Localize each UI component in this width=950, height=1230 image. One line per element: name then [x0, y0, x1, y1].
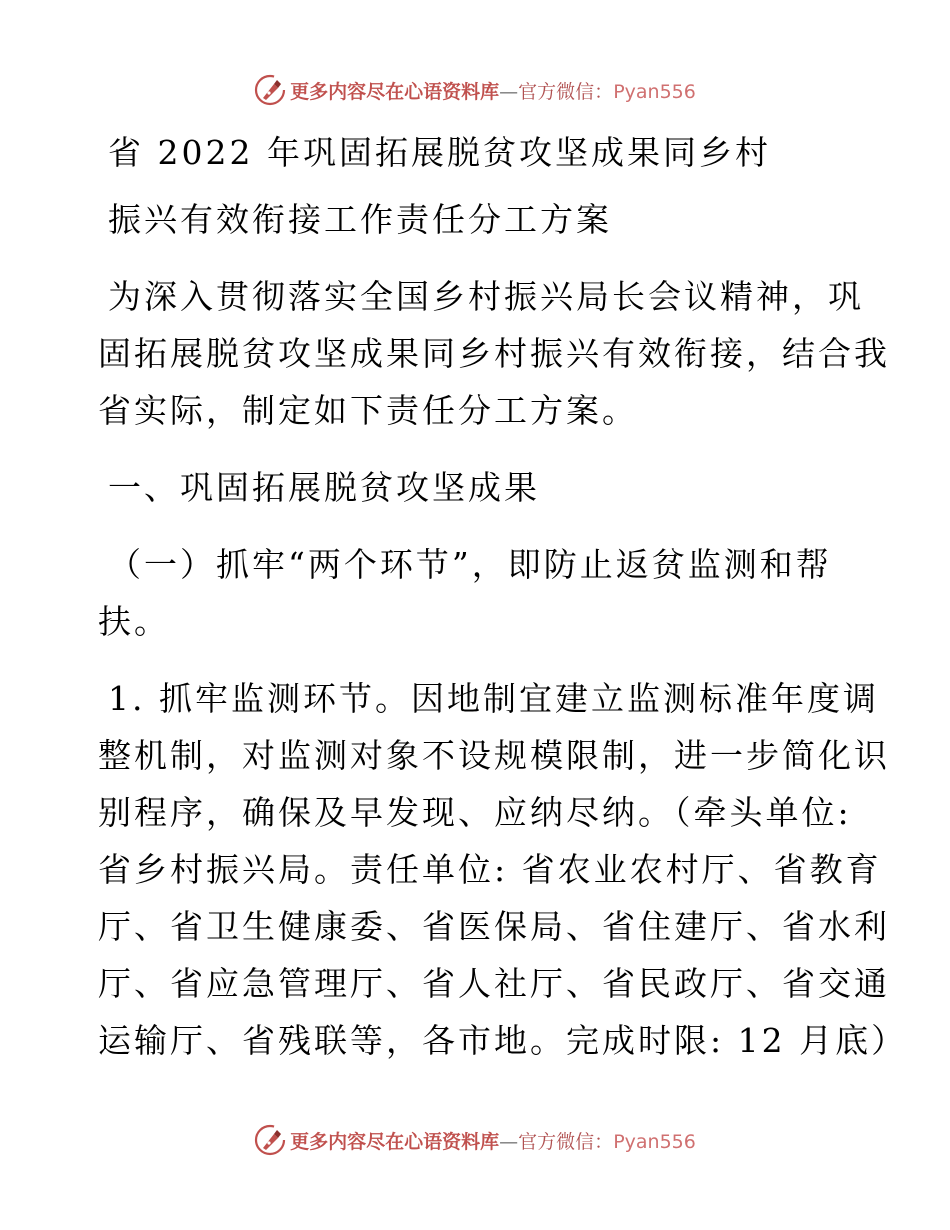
paragraph-line: 别程序，确保及早发现、应纳尽纳。（牵头单位: — [98, 793, 852, 832]
paragraph-line: 省乡村振兴局。责任单位: 省农业农村厅、省教育 — [98, 850, 882, 889]
watermark-banner-top — [0, 70, 950, 110]
paragraph-line: 扶。 — [98, 602, 170, 641]
watermark-wechat-id: Pyan556 — [613, 1130, 696, 1153]
watermark-wechat-id: Pyan556 — [613, 80, 696, 103]
section-1-heading: 一、巩固拓展脱贫攻坚成果 — [108, 468, 540, 507]
paragraph-line: 整机制，对监测对象不设规模限制，进一步简化识 — [98, 736, 890, 775]
paragraph-line: 运输厅、省残联等，各市地。完成时限: 12 月底） — [98, 1021, 908, 1060]
watermark-text — [290, 77, 696, 104]
watermark-site: 更多内容尽在心语资料库 — [290, 80, 500, 103]
watermark-separator: — — [499, 1130, 519, 1153]
watermark-wechat-label: 官方微信： — [518, 1130, 614, 1153]
watermark-separator: — — [499, 80, 519, 103]
section-heading-paragraph — [98, 459, 858, 516]
watermark-wechat-label: 官方微信： — [518, 80, 614, 103]
watermark-content — [254, 74, 696, 106]
paragraph-line: 为深入贯彻落实全国乡村振兴局长会议精神，巩 — [108, 277, 864, 316]
paragraph-line: 省实际，制定如下责任分工方案。 — [98, 391, 638, 430]
paragraph-line: 厅、省应急管理厅、省人社厅、省民政厅、省交通 — [98, 964, 890, 1003]
paragraph-line: 厅、省卫生健康委、省医保局、省住建厅、省水利 — [98, 907, 890, 946]
document-title-line-1: 省 2022 年巩固拓展脱贫攻坚成果同乡村 — [108, 133, 771, 172]
document-body — [98, 124, 908, 1069]
paragraph-line: （一）抓牢“两个环节”，即防止返贫监测和帮 — [108, 545, 832, 584]
watermark-site: 更多内容尽在心语资料库 — [290, 1130, 500, 1153]
pen-nib-logo-icon — [254, 74, 286, 106]
watermark-text — [290, 1127, 696, 1154]
paragraph-line: 1. 抓牢监测环节。因地制宜建立监测标准年度调 — [108, 679, 879, 718]
pen-nib-logo-icon — [254, 1124, 286, 1156]
paragraph-line: 固拓展脱贫攻坚成果同乡村振兴有效衔接，结合我 — [98, 334, 890, 373]
intro-paragraph — [98, 268, 890, 439]
watermark-banner-bottom — [0, 1120, 950, 1160]
document-title-line-2: 振兴有效衔接工作责任分工方案 — [108, 200, 612, 239]
item-1-paragraph — [98, 670, 908, 1069]
watermark-content — [254, 1124, 696, 1156]
subsection-1-paragraph — [98, 536, 858, 650]
